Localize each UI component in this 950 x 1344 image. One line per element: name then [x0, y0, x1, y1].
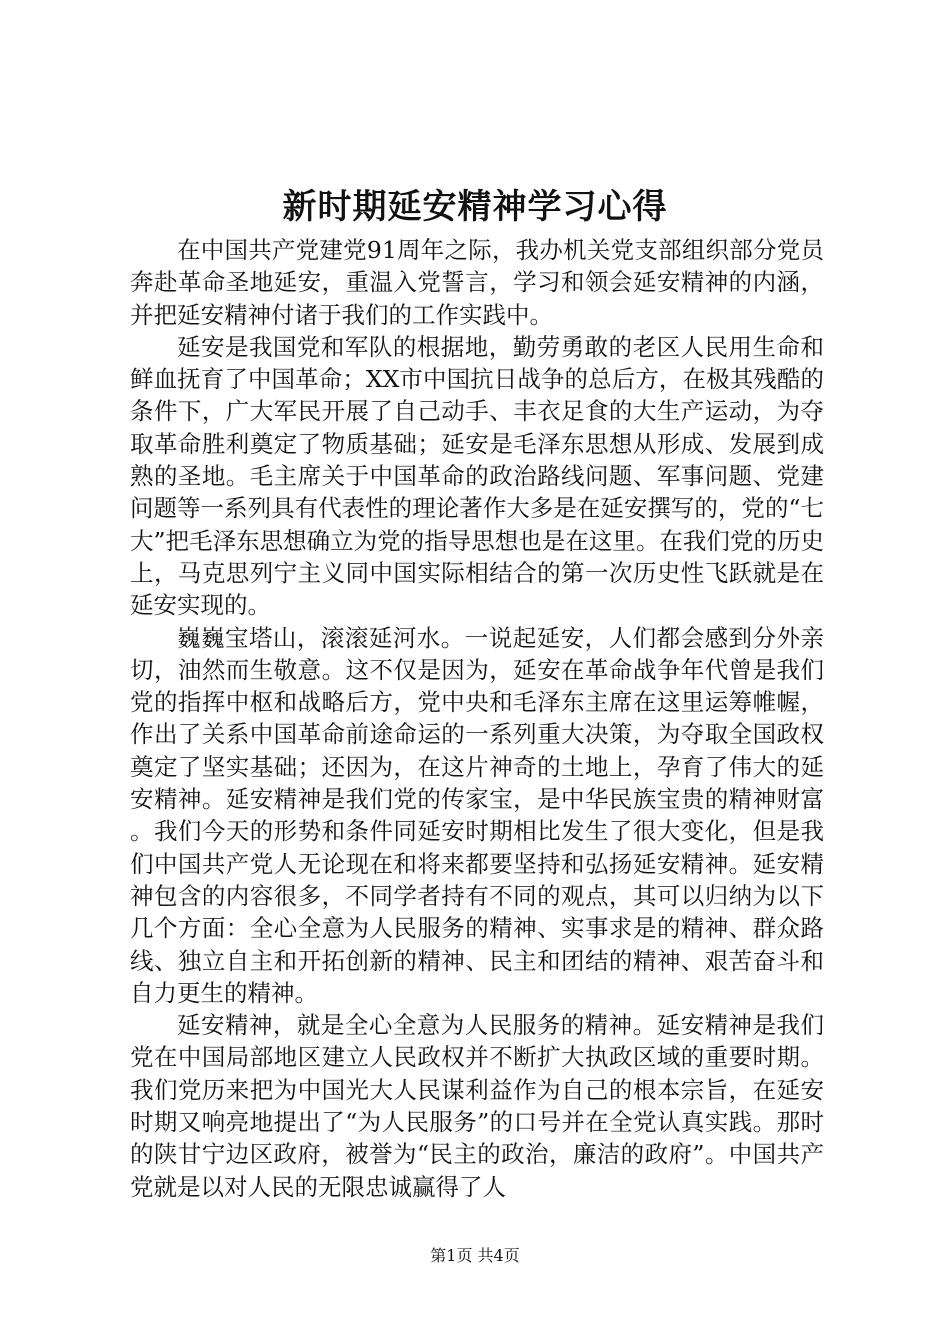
document-body — [130, 234, 824, 1203]
document-title: 新时期延安精神学习心得 — [282, 187, 668, 227]
paragraph-3: 巍巍宝塔山，滚滚延河水。一说起延安，人们都会感到分外亲切，油然而生敬意。这不仅是因为，延安在革命战争年代曾是我们党的指挥中枢和战略后方，党中央和毛泽东主席在这里运筹帷幄，作出了关系中国革命前途命运的一系列重大决策，为夺取全国政权奠定了坚实基础；还因为，在这片神奇的土地上，孕育了伟大的延安精神。延安精神是我们党的传家宝，是中华民族宝贵的精神财富。我们今天的形势和条件同延安时期相比发生了很大变化，但是我们中国共产党人无论现在和将来都要坚持和弘扬延安精神。延安精神包含的内容很多，不同学者持有不同的观点，其可以归纳为以下几个方面：全心全意为人民服务的精神、实事求是的精神、群众路线、独立自主和开拓创新的精神、民主和团结的精神、艰苦奋斗和自力更生的精神。 — [130, 623, 824, 1007]
page-footer: 第1页 共4页 — [430, 1246, 520, 1265]
paragraph-4: 延安精神，就是全心全意为人民服务的精神。延安精神是我们党在中国局部地区建立人民政权并不断扩大执政区域的重要时期。我们党历来把为中国光大人民谋利益作为自己的根本宗旨，在延安时期又响亮地提出了“为人民服务”的口号并在全党认真实践。那时的陕甘宁边区政府，被誉为“民主的政治，廉洁的政府”。中国共产党就是以对人民的无限忠诚赢得了人 — [130, 1011, 824, 1201]
paragraph-1: 在中国共产党建党91周年之际，我办机关党支部组织部分党员奔赴革命圣地延安，重温入党誓言，学习和领会延安精神的内涵，并把延安精神付诸于我们的工作实践中。 — [130, 236, 824, 329]
paragraph-2: 延安是我国党和军队的根据地，勤劳勇敢的老区人民用生命和鲜血抚育了中国革命；XX市中国抗日战争的总后方，在极其残酷的条件下，广大军民开展了自己动手、丰衣足食的大生产运动，为夺取革命胜利奠定了物质基础；延安是毛泽东思想从形成、发展到成熟的圣地。毛主席关于中国革命的政治路线问题、军事问题、党建问题等一系列具有代表性的理论著作大多是在延安撰写的，党的“七大”把毛泽东思想确立为党的指导思想也是在这里。在我们党的历史上，马克思列宁主义同中国实际相结合的第一次历史性飞跃就是在延安实现的。 — [130, 332, 824, 620]
